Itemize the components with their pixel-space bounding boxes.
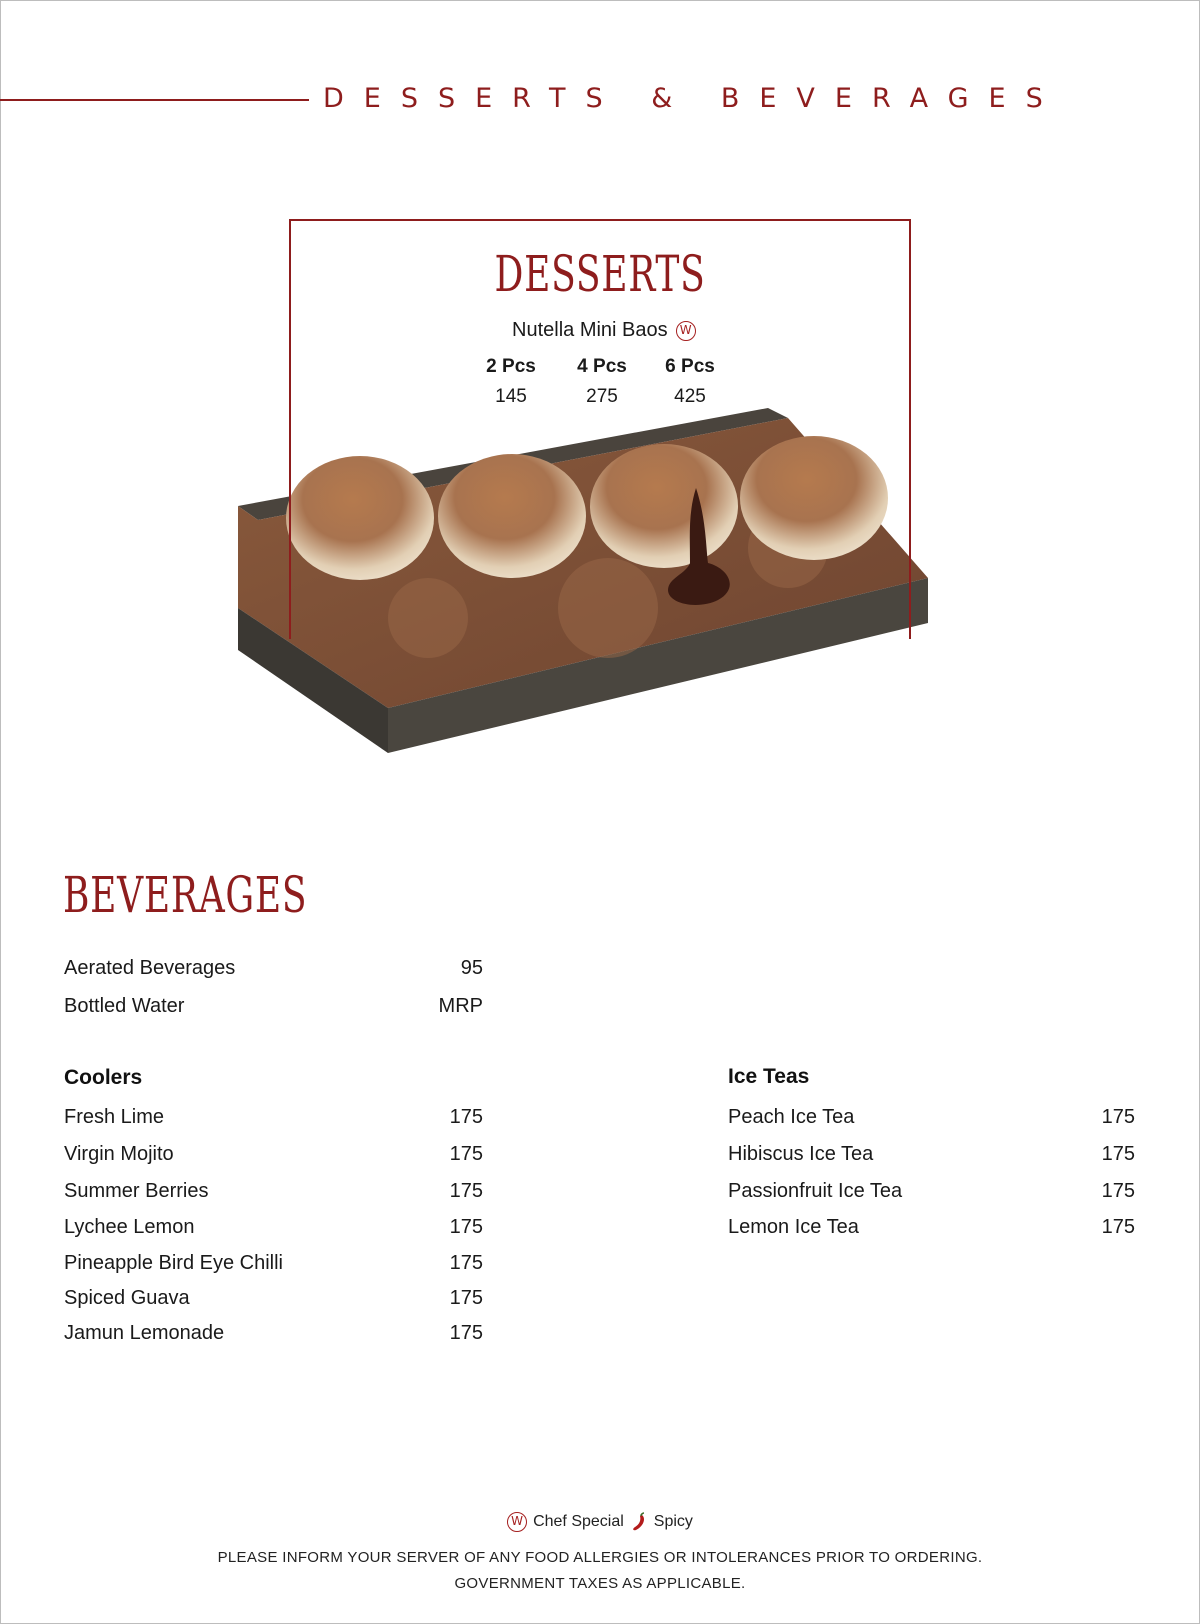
- menu-row: [728, 1143, 1135, 1166]
- item-name: Pineapple Bird Eye Chilli: [64, 1252, 284, 1274]
- beverages-heading: BEVERAGES: [63, 866, 308, 924]
- legend-spicy: Spicy: [653, 1513, 693, 1530]
- chef-special-icon: W: [676, 321, 696, 341]
- item-price: 175: [449, 1106, 483, 1128]
- item-price: 175: [449, 1252, 483, 1274]
- item-price: 95: [460, 957, 483, 979]
- item-price: 175: [449, 1216, 483, 1238]
- item-price: 175: [449, 1180, 483, 1202]
- item-price: 175: [1101, 1143, 1135, 1165]
- option-label: 4 Pcs: [577, 356, 627, 377]
- item-name: Spiced Guava: [64, 1287, 190, 1309]
- item-price: 175: [1101, 1106, 1135, 1128]
- menu-row: [728, 1216, 1135, 1239]
- option-label: 6 Pcs: [665, 356, 715, 377]
- item-name: Summer Berries: [64, 1180, 209, 1202]
- item-name: Aerated Beverages: [64, 957, 236, 979]
- menu-row: [728, 1106, 1135, 1129]
- coolers-heading: Coolers: [64, 1066, 143, 1089]
- item-price: MRP: [438, 995, 483, 1017]
- legend: [0, 1512, 1200, 1532]
- desserts-heading: DESSERTS: [494, 245, 706, 303]
- menu-row: [64, 1322, 483, 1345]
- option-price: 275: [586, 386, 618, 407]
- chili-icon: [630, 1512, 648, 1532]
- item-price: 175: [1101, 1180, 1135, 1202]
- menu-row: [64, 1287, 483, 1310]
- item-name: Lychee Lemon: [64, 1216, 195, 1238]
- menu-row: [64, 957, 483, 980]
- legend-chef-special: Chef Special: [533, 1513, 624, 1530]
- item-name: Hibiscus Ice Tea: [728, 1143, 874, 1165]
- menu-row: [728, 1180, 1135, 1203]
- chef-special-icon: W: [507, 1512, 527, 1532]
- menu-row: [64, 1252, 483, 1275]
- menu-row: [64, 1106, 483, 1129]
- item-name: Bottled Water: [64, 995, 185, 1017]
- item-name: Fresh Lime: [64, 1106, 165, 1128]
- option-price: 425: [674, 386, 706, 407]
- dessert-item: [512, 319, 696, 342]
- item-price: 175: [449, 1287, 483, 1309]
- page-title: DESSERTS & BEVERAGES: [323, 83, 1063, 114]
- item-price: 175: [449, 1143, 483, 1165]
- dessert-item-name: Nutella Mini Baos: [512, 319, 668, 341]
- menu-row: [64, 1216, 483, 1239]
- item-name: Peach Ice Tea: [728, 1106, 855, 1128]
- option-label: 2 Pcs: [486, 356, 536, 377]
- option-price: 145: [495, 386, 527, 407]
- item-name: Lemon Ice Tea: [728, 1216, 859, 1238]
- tax-notice: GOVERNMENT TAXES AS APPLICABLE.: [454, 1575, 746, 1592]
- item-name: Passionfruit Ice Tea: [728, 1180, 903, 1202]
- menu-row: [64, 995, 483, 1018]
- header-rule: [0, 99, 309, 101]
- item-price: 175: [1101, 1216, 1135, 1238]
- menu-row: [64, 1143, 483, 1166]
- item-name: Virgin Mojito: [64, 1143, 174, 1165]
- ice-teas-heading: Ice Teas: [728, 1065, 810, 1088]
- menu-row: [64, 1180, 483, 1203]
- item-price: 175: [449, 1322, 483, 1344]
- allergy-notice: PLEASE INFORM YOUR SERVER OF ANY FOOD ALLERGIES OR INTOLERANCES PRIOR TO ORDERING.: [217, 1549, 983, 1566]
- item-name: Jamun Lemonade: [64, 1322, 225, 1344]
